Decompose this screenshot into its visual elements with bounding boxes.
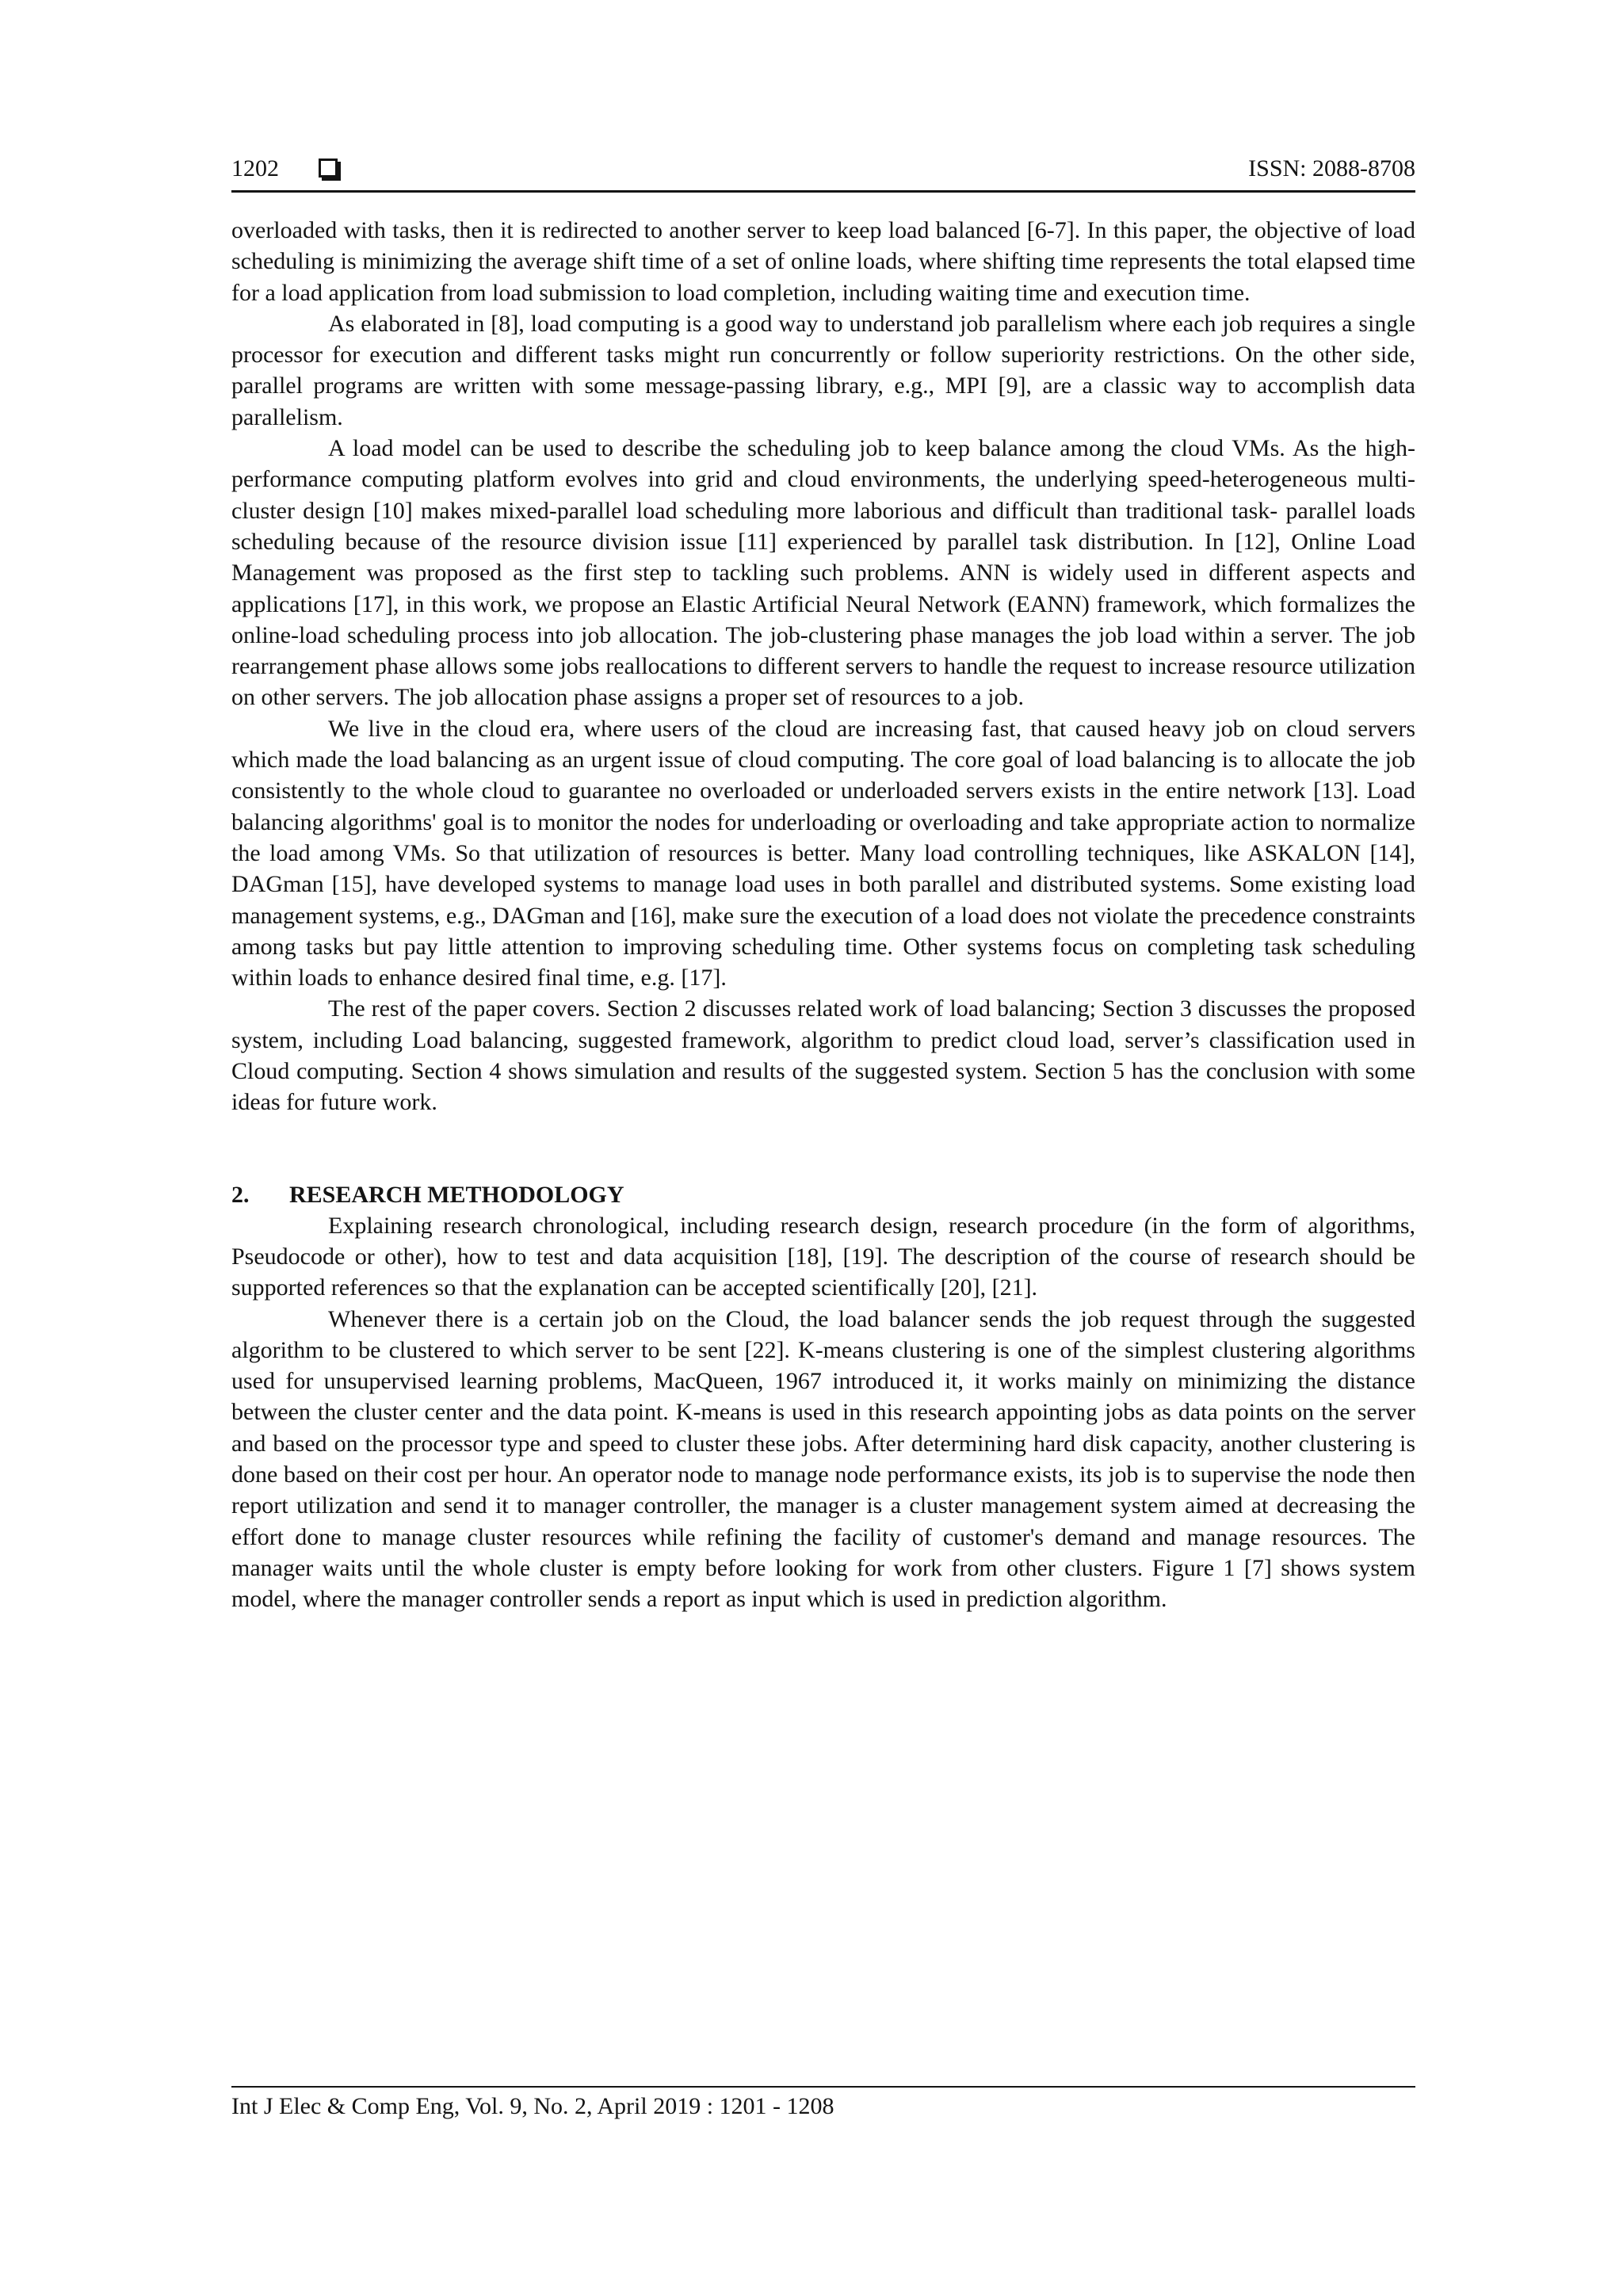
- paragraph: overloaded with tasks, then it is redirected to another server to keep load balanced [6-7]. In this paper, the objective of load scheduling is minimizing the average shift time of a set of online loads, where shifting time represents the total elapsed time for a load application from load submission to load completion, including waiting time and execution time.: [231, 217, 1415, 306]
- page-number: 1202: [231, 155, 279, 181]
- running-header: [231, 151, 1415, 195]
- section-title: RESEARCH METHODOLOGY: [289, 1181, 624, 1208]
- journal-citation: Int J Elec & Comp Eng, Vol. 9, No. 2, April 2019 : 1201 - 1208: [231, 2093, 834, 2119]
- issn-label: ISSN: 2088-8708: [1248, 155, 1415, 181]
- paragraph: The rest of the paper covers. Section 2 discusses related work of load balancing; Section 3 discusses the proposed system, including Load balancing, suggested framework, algorithm to predict cloud load, server’s classification used in Cloud computing. Section 4 shows simulation and results of the suggested system. Section 5 has the conclusion with some ideas for future work.: [231, 995, 1415, 1116]
- square-bullet-icon: [319, 159, 338, 178]
- header-rule: [231, 190, 1415, 193]
- paragraph: Whenever there is a certain job on the Cloud, the load balancer sends the job request through the suggested algorithm to be clustered to which server to be sent [22]. K-means clustering is one of the simplest clustering algorithms used for unsupervised learning problems, MacQueen, 1967 introduced it, it works mainly on minimizing the distance between the cluster center and the data point. K-means is used in this research appointing jobs as data points on the server and based on the processor type and speed to cluster these jobs. After determining hard disk capacity, another clustering is done based on their cost per hour. An operator node to manage node performance exists, its job is to supervise the node then report utilization and send it to manager controller, the manager is a cluster management system aimed at decreasing the effort done to manage cluster resources while refining the facility of customer's demand and manage resources. The manager waits until the whole cluster is empty before looking for work from other clusters. Figure 1 [7] shows system model, where the manager controller sends a report as input which is used in prediction algorithm.: [231, 1305, 1415, 1613]
- paragraph: We live in the cloud era, where users of the cloud are increasing fast, that caused heavy job on cloud servers which made the load balancing as an urgent issue of cloud computing. The core goal of load balancing is to allocate the job consistently to the whole cloud to guarantee no overloaded or underloaded servers exists in the entire network [13]. Load balancing algorithms' goal is to monitor the nodes for underloading or overloading and take appropriate action to normalize the load among VMs. So that utilization of resources is better. Many load controlling techniques, like ASKALON [14], DAGman [15], have developed systems to manage load uses in both parallel and distributed systems. Some existing load management systems, e.g., DAGman and [16], make sure the execution of a load does not violate the precedence constraints among tasks but pay little attention to improving scheduling time. Other systems focus on completing task scheduling within loads to enhance desired final time, e.g. [17].: [231, 715, 1415, 991]
- section-heading: [231, 1179, 1415, 1210]
- section-number: 2.: [231, 1181, 250, 1208]
- footer-rule: [231, 2086, 1415, 2088]
- body-text: [231, 215, 1415, 1614]
- paragraph: As elaborated in [8], load computing is a good way to understand job parallelism where each job requires a single processor for execution and different tasks might run concurrently or follow superiority restrictions. On the other side, parallel programs are written with some message-passing library, e.g., MPI [9], are a classic way to accomplish data parallelism.: [231, 310, 1415, 430]
- paragraph: A load model can be used to describe the scheduling job to keep balance among the cloud VMs. As the high-performance computing platform evolves into grid and cloud environments, the underlying speed-heterogeneous multi-cluster design [10] makes mixed-parallel load scheduling more laborious and difficult than traditional task- parallel loads scheduling because of the resource division issue [11] experienced by parallel task distribution. In [12], Online Load Management was proposed as the first step to tackling such problems. ANN is widely used in different aspects and applications [17], in this work, we propose an Elastic Artificial Neural Network (EANN) framework, which formalizes the online-load scheduling process into job allocation. The job-clustering phase manages the job load within a server. The job rearrangement phase allows some jobs reallocations to different servers to handle the request to increase resource utilization on other servers. The job allocation phase assigns a proper set of resources to a job.: [231, 435, 1415, 711]
- paragraph: Explaining research chronological, including research design, research procedure (in the form of algorithms, Pseudocode or other), how to test and data acquisition [18], [19]. The description of the course of research should be supported references so that the explanation can be accepted scientifically [20], [21].: [231, 1212, 1415, 1301]
